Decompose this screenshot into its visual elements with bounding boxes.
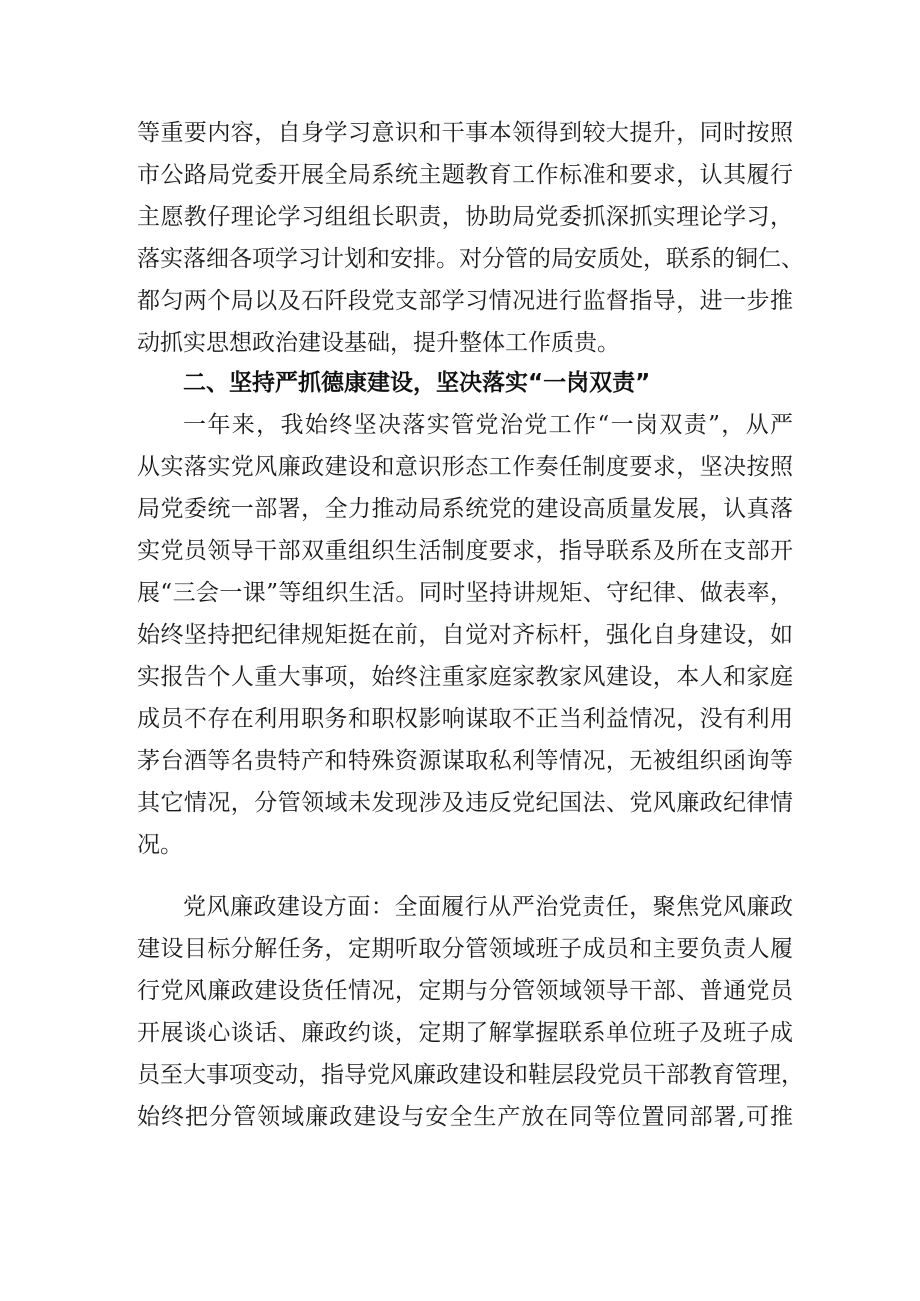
para3-line-4: 开展谈心谈话、廉政约谈，定期了解掌握联系单位班子及班子成 [137, 1020, 793, 1046]
para2-line-1: 一年来，我始终坚决落实管党治党工作“一岗双责”，从严 [183, 412, 793, 438]
para2-line-4: 实党员领导干部双重组织生活制度要求，指导联系及所在支部开 [137, 538, 793, 564]
para1-line-1: 等重要内容，自身学习意识和干事本领得到较大提升，同时按照 [137, 120, 793, 146]
para2-line-3: 局党委统一部署，全力推动局系统党的建设高质量发展，认真落 [137, 496, 793, 522]
para2-line-6: 始终坚持把纪律规矩挺在前，自觉对齐标杆，强化自身建设，如 [137, 622, 793, 648]
para3-line-6: 始终把分管领域廉政建设与安全生产放在同等位置同部署,可推 [137, 1104, 793, 1130]
section-heading-2: 二、坚持严抓德康建设，坚决落实“一岗双责” [183, 370, 651, 396]
para1-line-2: 市公路局党委开展全局系统主题教育工作标准和要求，认其履行 [137, 162, 793, 188]
para3-line-3: 行党风廉政建设货任情况，定期与分管领域领导干部、普通党员 [137, 978, 793, 1004]
para1-line-4: 落实落细各项学习计划和安排。对分管的局安质处，联系的铜仁、 [137, 246, 804, 272]
para1-line-3: 主愿教仔理论学习组组长职责，协助局党委抓深抓实理论学习， [137, 204, 793, 230]
para2-line-8: 成员不存在利用职务和职权影响谋取不正当利益情况，没有利用 [137, 706, 793, 732]
para3-line-2: 建设目标分解任务，定期听取分管领域班子成员和主要负责人履 [137, 936, 793, 962]
para2-line-9: 茅台酒等名贵特产和特殊资源谋取私利等情况，无被组织函询等 [137, 748, 793, 774]
para2-line-7: 实报告个人重大事项，始终注重家庭家教家风建设，本人和家庭 [137, 664, 793, 690]
para2-line-11: 况。 [137, 832, 183, 858]
para1-line-6: 动抓实思想政治建设基础，提升整体工作质贵。 [137, 330, 620, 356]
para2-line-5: 展“三会一课”等组织生活。同时坚持讲规矩、守纪律、做表率， [137, 580, 793, 606]
para1-line-5: 都匀两个局以及石阡段党支部学习情况进行监督指导，进一步推 [137, 288, 793, 314]
para2-line-10: 其它情况，分管领域未发现涉及违反党纪国法、党风廉政纪律情 [137, 790, 793, 816]
para3-line-1: 党风廉政建设方面：全面履行从严治党责任，聚焦党风廉政 [183, 894, 793, 920]
para3-line-5: 员至大事项变动，指导党风廉政建设和鞋层段党员干部教育管理， [137, 1062, 804, 1088]
para2-line-2: 从实落实党风廉政建设和意识形态工作奏任制度要求，坚决按照 [137, 454, 793, 480]
